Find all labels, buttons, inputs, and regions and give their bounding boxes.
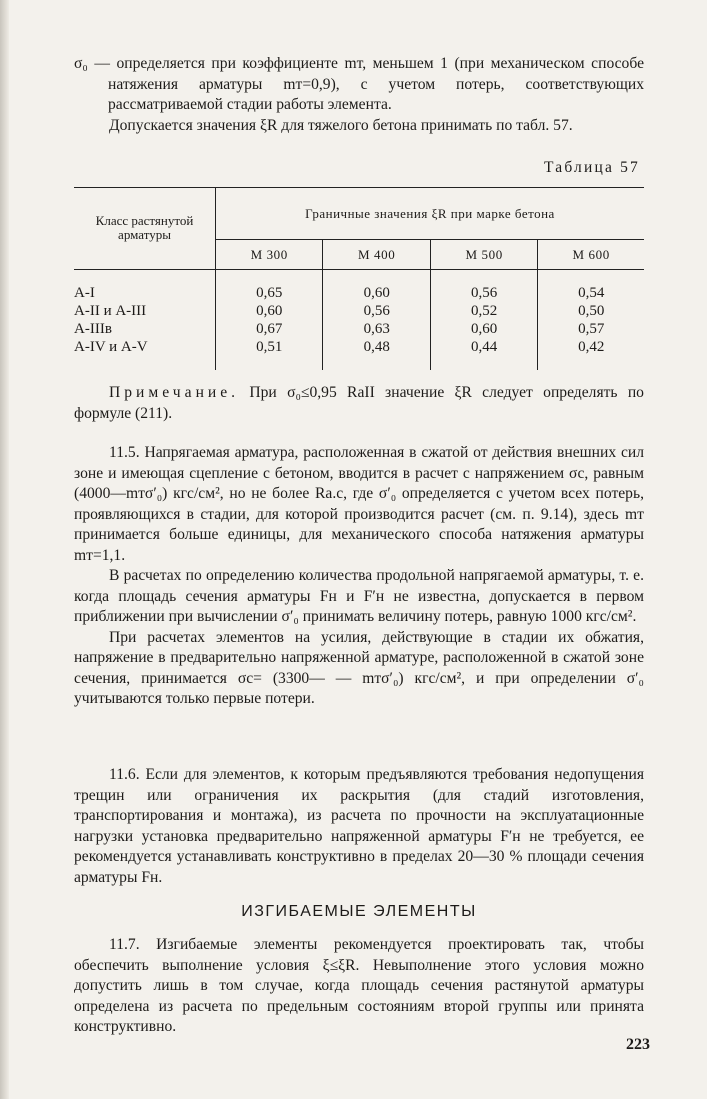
table-57 — [74, 187, 644, 370]
value-cell: 0,63 — [363, 321, 390, 337]
paragraph: 11.6. Если для элементов, к которым предъявляются требования недопущения трещин или ограничения их раскрытия (для стадий изготовления, транспортирования и монтажа), из расчета по прочности на эксплуатационные нагрузки установка предварительно напряженной арматуры F′н не требуется, ее рекомендуется устанавливать конструктивно в пределах 20—30 % площади сечения арматуры Fн. — [74, 766, 644, 886]
grade-header: М 500 — [430, 240, 537, 270]
value-cell: 0,52 — [471, 303, 498, 319]
value-cell: 0,60 — [256, 303, 283, 319]
section-11-7 — [74, 935, 644, 1038]
page-number: 223 — [626, 1036, 650, 1053]
value-cell: 0,57 — [578, 321, 605, 337]
value-cell: 0,48 — [363, 339, 390, 355]
m500-column — [430, 270, 537, 371]
sigma-definition: σ₀ — определяется при коэффициенте mт, меньшем 1 (при механическом способе натяжения арматуры mт=0,9), с учетом потерь, соответствующих рассматриваемой стадии работы элемента. — [74, 55, 644, 113]
value-cell: 0,60 — [363, 285, 390, 301]
intro-block — [74, 54, 644, 136]
section-heading: ИЗГИБАЕМЫЕ ЭЛЕМЕНТЫ — [241, 903, 477, 920]
value-cell: 0,54 — [578, 285, 605, 301]
grade-header: М 400 — [323, 240, 430, 270]
class-column — [74, 270, 216, 371]
class-cell: А-IIIв — [74, 321, 112, 337]
note-text: При σ₀≤0,95 RaII значение ξR следует определять по формуле (211). — [74, 384, 644, 422]
value-cell: 0,67 — [256, 321, 283, 337]
table-note — [74, 383, 644, 424]
value-cell: 0,56 — [363, 303, 390, 319]
section-11-6 — [74, 765, 644, 888]
value-cell: 0,44 — [471, 339, 498, 355]
value-cell: 0,60 — [471, 321, 498, 337]
class-cell: А-IV и А-V — [74, 339, 148, 355]
paragraph: 11.5. Напрягаемая арматура, расположенная в сжатой от действия внешних сил зоне и имеющая сцепление с бетоном, вводится в расчет с напряжением σс, равным (4000—mтσ′₀) кгс/см², но не более Rа.с, где σ′₀ определяется с учетом всех потерь, проявляющихся в стадии, для которой производится расчет (см. п. 9.14), здесь mт принимается больше единицы, для механического способа натяжения арматуры mт=1,1. — [74, 444, 644, 564]
m300-column — [216, 270, 323, 371]
paragraph: При расчетах элементов на усилия, действующие в стадии их обжатия, напряжение в предварительно напряженной арматуре, расположенной в сжатой зоне сечения, принимается σс= (3300— — mтσ′₀) кгс/см², и при определении σ′₀ учитываются только первые потери. — [74, 628, 644, 707]
scan-shadow-edge — [0, 0, 9, 1099]
class-cell: А-I — [74, 285, 95, 301]
grade-header: М 600 — [538, 240, 644, 270]
value-cell: 0,51 — [256, 339, 283, 355]
table-caption: Таблица 57 — [543, 159, 640, 176]
allowed-values-text: Допускается значения ξR для тяжелого бетона принимать по табл. 57. — [109, 116, 573, 134]
paragraph: 11.7. Изгибаемые элементы рекомендуется проектировать так, чтобы обеспечить выполнение условия ξ≤ξR. Невыполнение этого условия можно допустить лишь в том случае, когда площадь сечения растянутой арматуры определена из расчета по предельным состояниям второй группы или принята конструктивно. — [74, 936, 644, 1035]
grade-header: М 300 — [216, 240, 323, 270]
value-cell: 0,42 — [578, 339, 605, 355]
value-cell: 0,65 — [256, 285, 283, 301]
col-class-header: Класс растянутой арматуры — [74, 187, 216, 270]
section-11-5 — [74, 443, 644, 710]
m400-column — [323, 270, 430, 371]
paragraph: В расчетах по определению количества продольной напрягаемой арматуры, т. е. когда площадь сечения арматуры Fн и F′н не известна, допускается в первом приближении при вычислении σ′₀ принимать величину потерь, равную 1000 кгс/см². — [74, 567, 644, 625]
m600-column — [538, 270, 644, 371]
table-body — [74, 270, 644, 371]
class-cell: А-II и А-III — [74, 303, 147, 319]
value-cell: 0,56 — [471, 285, 498, 301]
group-header: Граничные значения ξR при марке бетона — [216, 187, 645, 240]
value-cell: 0,50 — [578, 303, 605, 319]
note-label: Примечание. — [109, 384, 240, 401]
